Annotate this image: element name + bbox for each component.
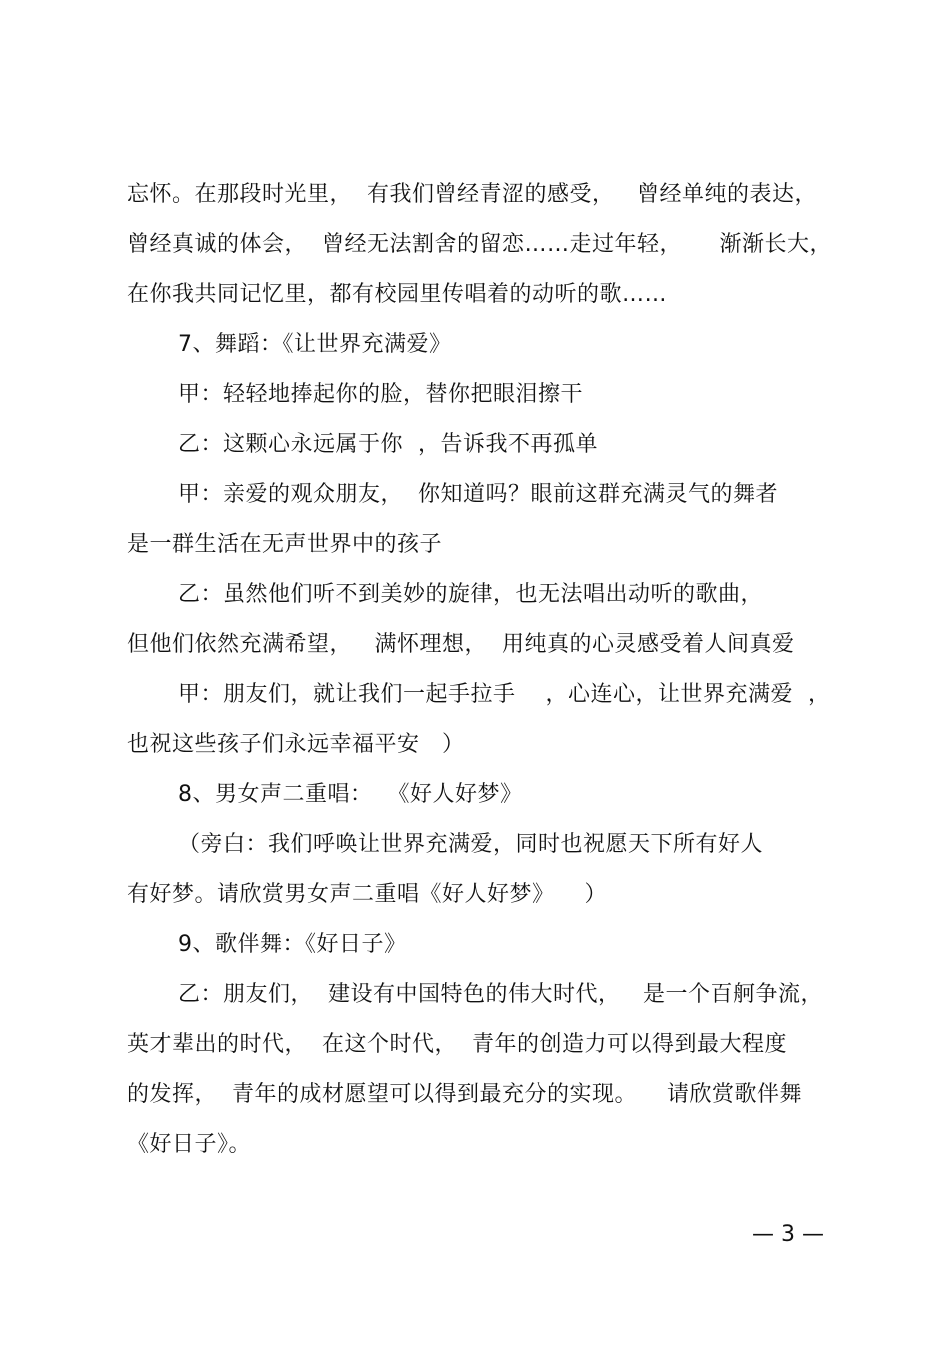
dialogue-line: 甲：朋友们，就让我们一起手拉手 ，心连心，让世界充满爱 ， <box>178 682 831 707</box>
dialogue-line: 的发挥， 青年的成材愿望可以得到最充分的实现。 请欣赏歌伴舞 <box>127 1082 802 1107</box>
program-item-heading: 7、舞蹈：《让世界充满爱》 <box>178 332 452 357</box>
dialogue-line: 英才辈出的时代， 在这个时代， 青年的创造力可以得到最大程度 <box>127 1032 787 1057</box>
narration-line: （旁白：我们呼唤让世界充满爱，同时也祝愿天下所有好人 <box>178 832 764 857</box>
dialogue-line: 也祝这些孩子们永远幸福平安 ） <box>127 732 465 757</box>
dialogue-line: 但他们依然充满希望， 满怀理想， 用纯真的心灵感受着人间真爱 <box>127 632 795 657</box>
dialogue-line: 甲：亲爱的观众朋友， 你知道吗？眼前这群充满灵气的舞者 <box>178 482 778 507</box>
program-item-heading: 8、男女声二重唱： 《好人好梦》 <box>178 782 523 807</box>
program-item-heading: 9、歌伴舞：《好日子》 <box>178 932 407 957</box>
narration-line: 有好梦。请欣赏男女声二重唱《好人好梦》 ） <box>127 882 607 907</box>
page-number: — 3 — <box>752 1222 824 1247</box>
paragraph-line: 曾经真诚的体会， 曾经无法割舍的留恋……走过年轻， 渐渐长大， <box>127 232 832 257</box>
paragraph-line: 忘怀。在那段时光里， 有我们曾经青涩的感受， 曾经单纯的表达， <box>127 182 817 207</box>
dialogue-line: 是一群生活在无声世界中的孩子 <box>127 532 443 557</box>
dialogue-line: 甲：轻轻地捧起你的脸，替你把眼泪擦干 <box>178 382 584 407</box>
dialogue-line: 乙：这颗心永远属于你 ，告诉我不再孤单 <box>178 432 598 457</box>
dialogue-line: 《好日子》。 <box>127 1132 252 1157</box>
paragraph-line: 在你我共同记忆里，都有校园里传唱着的动听的歌…… <box>127 282 668 307</box>
dialogue-line: 乙：朋友们， 建设有中国特色的伟大时代， 是一个百舸争流， <box>178 982 823 1007</box>
dialogue-line: 乙：虽然他们听不到美妙的旋律，也无法唱出动听的歌曲， <box>178 582 764 607</box>
